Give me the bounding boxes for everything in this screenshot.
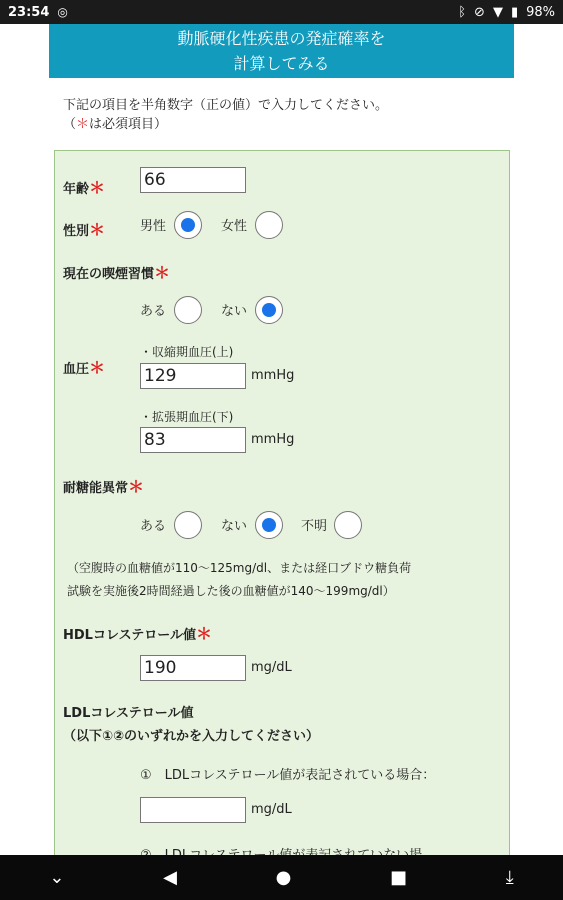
glucose-yes-label: ある [140,519,167,534]
male-label: 男性 [140,219,167,234]
required-star: ＊ [76,117,90,132]
glucose-unknown-radio[interactable] [334,511,362,539]
ldl-input[interactable] [140,797,246,823]
keyboard-down-icon[interactable]: ⤓ [505,867,514,888]
diastolic-unit: mmHg [251,432,295,447]
wifi-icon: ▼ [492,4,503,20]
male-radio[interactable] [174,211,202,239]
female-label: 女性 [221,219,248,234]
ldl-label: LDLコレステロール値 [63,706,194,721]
glucose-note-1: （空腹時の血糖値が110〜125mg/dl、または経口ブドウ糖負荷 [67,561,412,575]
systolic-input[interactable]: 129 [140,363,246,389]
battery-icon: ▮ [510,4,519,20]
ldl-instruction: （以下①②のいずれかを入力してください） [63,729,320,744]
hdl-input[interactable]: 190 [140,655,246,681]
smoking-no-label: ない [221,304,248,319]
intro-text [63,96,388,134]
diastolic-input[interactable]: 83 [140,427,246,453]
collapse-icon[interactable]: ⌄ [49,867,65,888]
home-icon[interactable]: ● [275,867,292,888]
sex-label: 性別＊ [63,220,106,239]
age-label: 年齢＊ [63,178,106,197]
glucose-label: 耐糖能異常＊ [63,477,145,496]
glucose-no-label: ない [221,519,248,534]
title-line-2: 計算してみる [233,54,330,73]
app-notification-icon: ◎ [57,5,68,19]
intro-line-2: （＊は必須項目） [63,117,168,132]
diastolic-label: ・拡張期血圧(下) [140,410,234,424]
battery-level: 98% [526,4,555,20]
clock: 23:54 [8,4,50,20]
hdl-label: HDLコレステロール値＊ [63,624,213,643]
smoking-yes-radio[interactable] [174,296,202,324]
hdl-unit: mg/dL [251,660,292,675]
bp-label: 血圧＊ [63,358,106,377]
ldl-unit: mg/dL [251,802,292,817]
form-panel [54,150,510,870]
status-bar [0,0,563,24]
age-input[interactable]: 66 [140,167,246,193]
systolic-label: ・収縮期血圧(上) [140,345,234,359]
glucose-note-2: 試験を実施後2時間経過した後の血糖値が140〜199mg/dl） [67,584,395,598]
nav-bar [0,855,563,900]
systolic-unit: mmHg [251,368,295,383]
mute-icon: ⊘ [474,4,485,20]
ldl-option-1: ① LDLコレステロール値が表記されている場合： [140,768,436,783]
bluetooth-icon: ᛒ [458,4,467,20]
glucose-unknown-label: 不明 [301,519,328,534]
page-title [49,24,514,78]
smoking-yes-label: ある [140,304,167,319]
title-line-1: 動脈硬化性疾患の発症確率を [177,29,386,48]
female-radio[interactable] [255,211,283,239]
smoking-label: 現在の喫煙習慣＊ [63,263,171,282]
intro-line-1: 下記の項目を半角数字（正の値）で入力してください。 [63,98,389,113]
recents-icon[interactable]: ■ [390,867,408,888]
glucose-yes-radio[interactable] [174,511,202,539]
glucose-no-radio[interactable] [255,511,283,539]
smoking-no-radio[interactable] [255,296,283,324]
back-icon[interactable]: ◀ [163,867,177,888]
